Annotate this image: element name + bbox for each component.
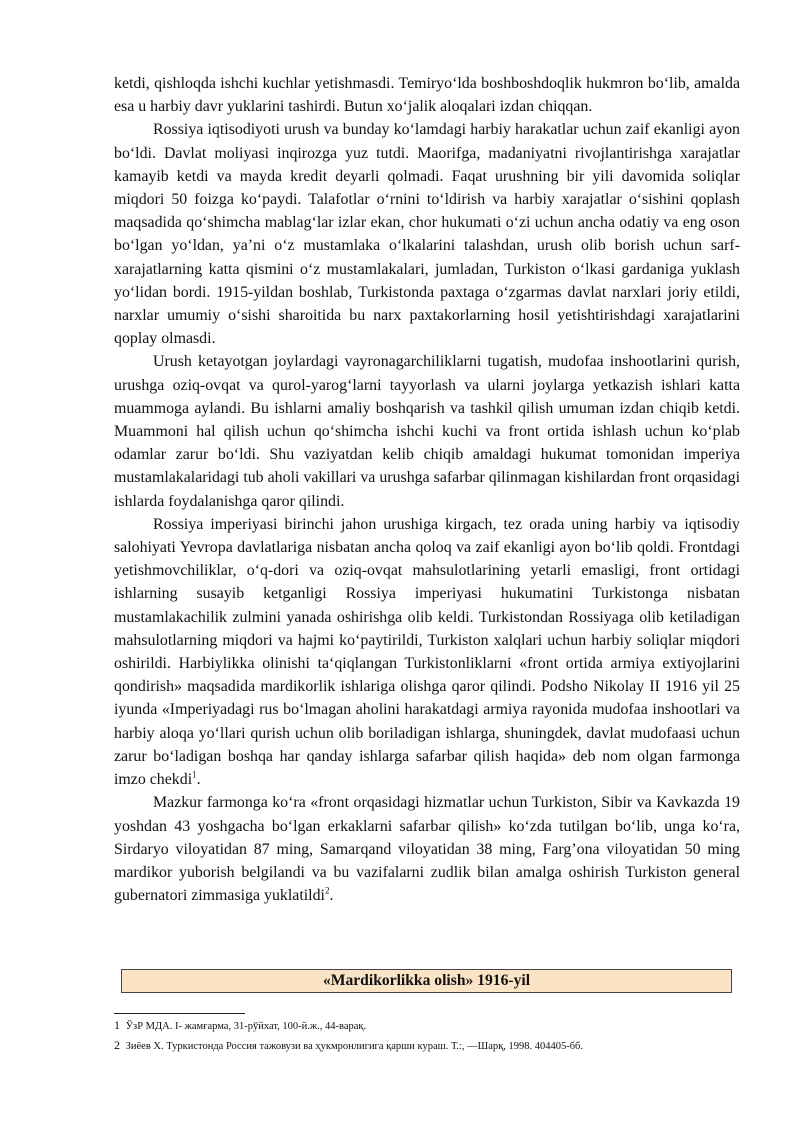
paragraph-4-text: Rossiya imperiyasi birinchi jahon urushiga kirgach, tez orada uning harbiy va iqtisodiy salohiyati Yevropa davlatlariga nisbatan ancha qoloq va zaif ekanligi ayon bo‘lib qoldi. Frontdagi yetishmovchiliklar, o‘q-dori va oziq-ovqat mahsulotlarining yetarli emasligi, front ortidagi ishlarning susayib ketganligi Rossiya imperiyasi hukumatini Turkistonga nisbatan mustamlakachilik zulmini yanada oshirishga olib keldi. Turkistondan Rossiyaga olib ketiladigan mahsulotlarning miqdori va hajmi ko‘paytirildi, Turkiston xalqlari uchun harbiy soliqlar miqdori oshirildi. Harbiylikka olinishi ta‘qiqlangan Turkistonliklarni «front ortida armiya extiyojlarini qondirish» maqsadida mardikorlik ishlariga olishga qaror qilindi. Podsho Nikolay II 1916 yil 25 iyunda «Imperiyadagi rus bo‘lmagan aholini harakatdagi armiya rayonida mudofaa inshootlari va harbiy aloqa yo‘llari qurish uchun olib boriladigan ishlarga, shuningdek, davlat mudofaasi uchun zarur bo‘ladigan boshqa har qanday ishlarga safarbar qilish haqida» deb nom olgan farmonga imzo chekdi (114, 515, 740, 789)
paragraph-4 (114, 513, 740, 791)
footnote-1-number: 1 (114, 1018, 120, 1032)
footnote-1 (114, 1019, 754, 1033)
paragraph-1-text: ketdi, qishloqda ishchi kuchlar yetishmasdi. Temiryo‘lda boshboshdoqlik hukmron bo‘lib, amalda esa u harbiy davr yuklarini tashirdi. Butun xo‘jalik aloqalari izdan chiqqan. (114, 75, 740, 116)
document-body (114, 72, 740, 907)
paragraph-5-text: Mazkur farmonga ko‘ra «front orqasidagi hizmatlar uchun Turkiston, Sibir va Kavkazda 19 yoshdan 43 yoshgacha bo‘lgan erkaklarni safarbar qilish» ko‘zda tutilgan bo‘lib, unga ko‘ra, Sirdaryo viloyatidan 87 ming, Samarqand viloyatidan 38 ming, Farg’ona viloyatidan 50 ming mardikor yuborish belgilandi va bu vazifalarni zudlik bilan amalga oshirish Turkiston general gubernatori zimmasiga yuklatildi (114, 794, 740, 905)
footnote-ref-2[interactable]: 2 (324, 885, 330, 896)
footnote-2-text: Зиёев Х. Туркистонда Россия тажовузи ва ҳукмронлигига қарши кураш. Т.:, —Шарқ, 1998. 404405-бб. (125, 1041, 584, 1052)
paragraph-2-text: Rossiya iqtisodiyoti urush va bunday ko‘lamdagi harbiy harakatlar uchun zaif ekanligi ayon bo‘ldi. Davlat moliyasi inqirozga yuz tutdi. Maorifga, madaniyatni rivojlantirishga xarajatlar kamayib ketdi va mayda kredit deyarli qolmadi. Faqat urushning bir yili davomida soliqlar miqdori 50 foizga ko‘paydi. Talafotlar o‘rnini to‘ldirish va harbiy xarajatlar o‘sishini qoplash maqsadida qo‘shimcha mablag‘lar izlar ekan, chor hukumati o‘zi uchun ancha odatiy va eng oson bo‘lgan yo‘ldan, ya’ni o‘z mustamlaka o‘lkalarini talashdan, urush olib borish uchun sarf-xarajatlarning katta qismini o‘z mustamlakalari, jumladan, Turkiston o‘lkasi gardaniga yuklash yo‘lidan bordi. 1915-yildan boshlab, Turkistonda paxtaga o‘zgarmas davlat narxlari joriy etildi, narxlar umumiy o‘sishi sharoitida bu narx paxtakorlarning hosil yetishtirishdagi xarajatlarini qoplay olmasdi. (114, 121, 740, 348)
paragraph-3 (114, 350, 740, 512)
footnote-1-text: ЎзР МДА. I- жамғарма, 31-рўйхат, 100-й.ж., 44-варақ. (125, 1021, 367, 1032)
paragraph-5 (114, 791, 740, 907)
paragraph-4-tail: . (196, 771, 201, 789)
footnote-2 (114, 1039, 754, 1053)
section-banner (121, 969, 732, 993)
paragraph-5-tail: . (329, 887, 334, 905)
paragraph-2 (114, 118, 740, 350)
footnotes (114, 1019, 754, 1059)
paragraph-1 (114, 72, 740, 118)
footnote-ref-1[interactable]: 1 (192, 769, 197, 780)
section-banner-title: «Mardikorlikka olish» 1916-yil (322, 972, 531, 989)
footnote-separator (114, 1013, 245, 1014)
footnote-2-number: 2 (114, 1038, 120, 1052)
paragraph-3-text: Urush ketayotgan joylardagi vayronagarchiliklarni tugatish, mudofaa inshootlarini qurish, urushga oziq-ovqat va qurol-yarog‘larni tayyorlash va ularni joylarga yetkazish ishlari katta muammoga aylandi. Bu ishlarni amaliy boshqarish va tashkil qilish umuman izdan chiqib ketdi. Muammoni hal qilish uchun qo‘shimcha ishchi kuchi va front ortida ishlash uchun ko‘plab odamlar zarur bo‘ldi. Shu vaziyatdan kelib chiqib amaldagi hukumat tomonidan imperiya mustamlakalaridagi tub aholi vakillari va urushga safarbar qilinmagan kishilardan front orqasidagi ishlarda foydalanishga qaror qilindi. (114, 353, 740, 510)
